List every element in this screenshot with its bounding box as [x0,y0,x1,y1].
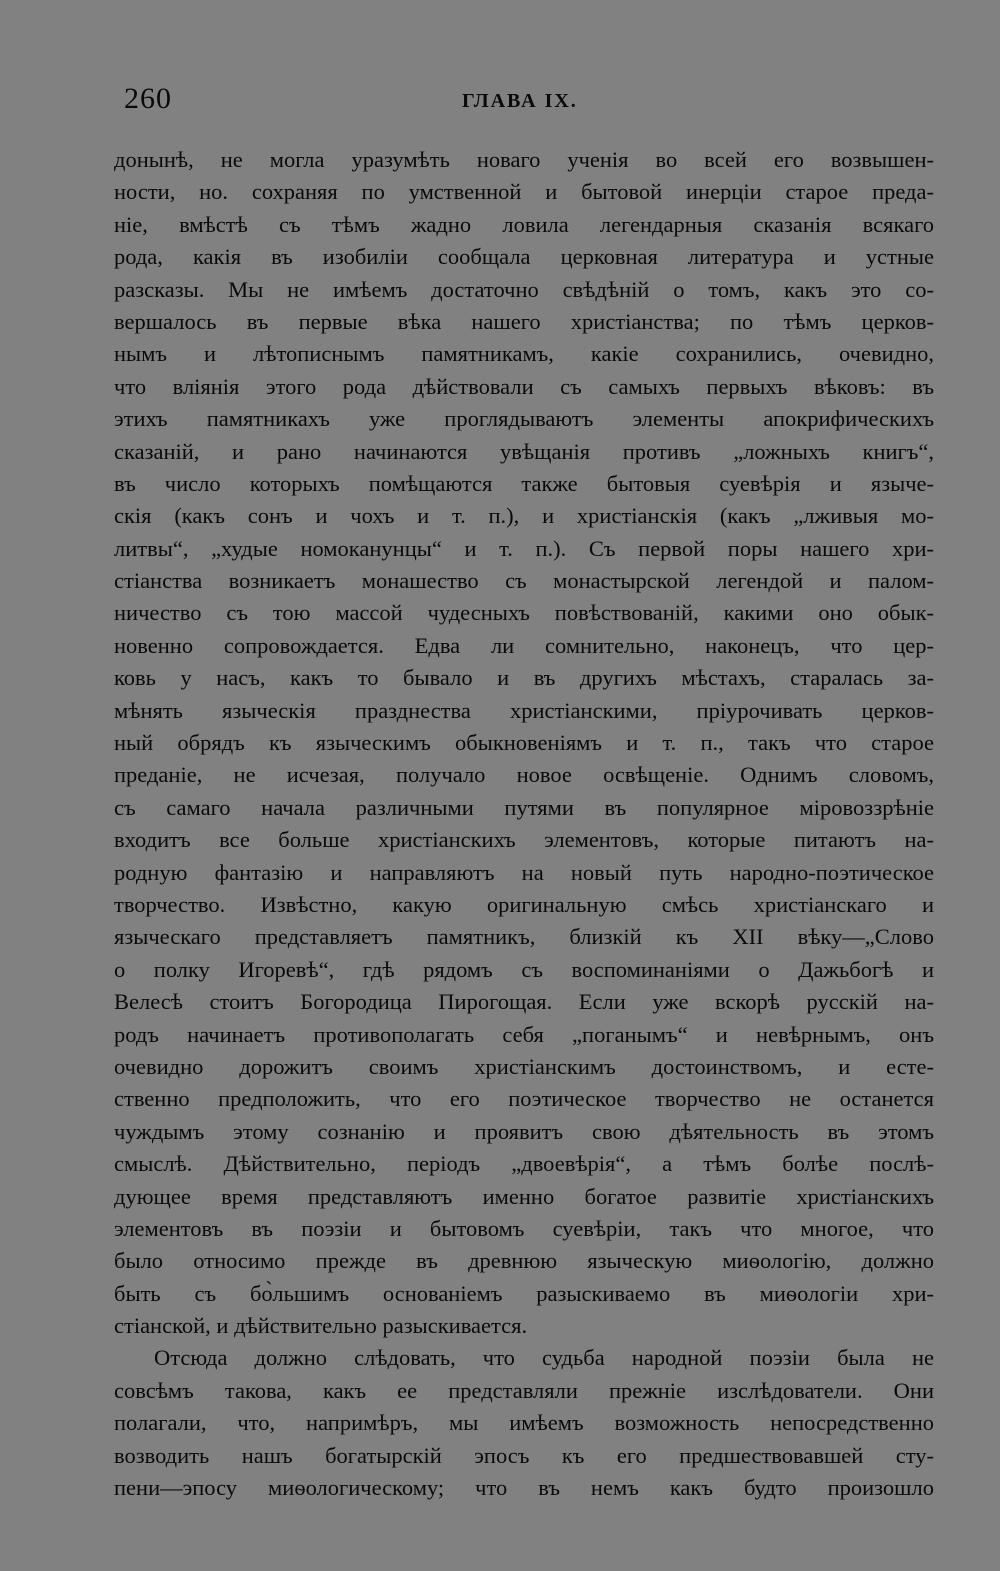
text-line: входитъ все больше христіанскихъ элементовъ, которые питаютъ на- [114,827,934,853]
text-line: языческаго представляетъ памятникъ, близкій къ XII вѣку—„Слово [114,924,934,950]
text-line: было относимо прежде въ древнюю языческую миѳологію, должно [114,1248,934,1274]
text-line: элементовъ въ поэзіи и бытовомъ суевѣріи, такъ что многое, что [114,1215,934,1241]
body-text [114,144,934,1504]
text-line: о полку Игоревѣ“, гдѣ рядомъ съ воспоминаніями о Дажьбогѣ и [114,956,934,982]
paragraph-end-line: стіанской, и дѣйствительно разыскивается. [114,1313,528,1339]
text-line: родную фантазію и направляютъ на новый путь народно-поэтическое [114,859,934,885]
text-line: литвы“, „худые номоканунцы“ и т. п.). Съ первой поры нашего хри- [114,535,934,561]
text-line: совсѣмъ такова, какъ ее представляли прежніе изслѣдователи. Они [114,1377,934,1403]
text-line: съ самаго начала различными путями въ популярное міровоззрѣніе [114,794,934,820]
running-title: ГЛАВА IX. [462,90,578,112]
text-line: въ число которыхъ помѣщаются также бытовыя суевѣрія и языче- [114,470,934,496]
text-line: ственно предположить, что его поэтическое творчество не останется [114,1086,934,1112]
text-line: сказаній, и рано начинаются увѣщанія противъ „ложныхъ книгъ“, [114,438,934,464]
text-line: донынѣ, не могла уразумѣть новаго ученія во всей его возвышен- [114,147,934,172]
text-line: ный обрядъ къ языческимъ обыкновеніямъ и т. п., такъ что старое [114,730,934,756]
text-line: нымъ и лѣтописнымъ памятникамъ, какіе сохранились, очевидно, [114,341,934,367]
text-line: быть съ бо̀льшимъ основаніемъ разыскиваемо въ миѳологіи хри- [114,1280,934,1306]
text-line: этихъ памятникахъ уже проглядываютъ элементы апокрифическихъ [114,406,934,432]
page-number: 260 [124,82,172,115]
text-line: родъ начинаетъ противополагать себя „поганымъ“ и невѣрнымъ, онъ [114,1021,934,1047]
text-line: преданіе, не исчезая, получало новое освѣщеніе. Однимъ словомъ, [114,762,934,788]
text-line: стіанства возникаетъ монашество съ монастырской легендой и палом- [114,568,934,594]
text-line: полагали, что, напримѣръ, мы имѣемъ возможность непосредственно [114,1410,934,1436]
text-line: смыслѣ. Дѣйствительно, періодъ „двоевѣрія“, а тѣмъ болѣе послѣ- [114,1151,934,1177]
text-line: рода, какія въ изобиліи сообщала церковная литература и устные [114,244,934,270]
text-line: что вліянія этого рода дѣйствовали съ самыхъ первыхъ вѣковъ: въ [114,373,934,399]
text-line: ковь у насъ, какъ то бывало и въ другихъ мѣстахъ, старалась за- [114,665,934,691]
paragraph-start-line: Отсюда должно слѣдовать, что судьба народной поэзіи была не [154,1345,934,1371]
text-line: очевидно дорожитъ своимъ христіанскимъ достоинствомъ, и есте- [114,1053,934,1079]
text-line: вершалось въ первые вѣка нашего христіанства; по тѣмъ церков- [114,308,934,334]
text-line: ничество съ тою массой чудесныхъ повѣствованій, какими оно обык- [114,600,934,626]
text-line: скія (какъ сонъ и чохъ и т. п.), и христіанскія (какъ „лживыя мо- [114,503,934,529]
text-line: пени—эпосу миѳологическому; что въ немъ какъ будто произошло [114,1475,934,1501]
text-line: дующее время представляютъ именно богатое развитіе христіанскихъ [114,1183,934,1209]
text-line: ности, но. сохраняя по умственной и бытовой инерціи старое преда- [114,179,934,205]
text-line: чуждымъ этому сознанію и проявитъ свою дѣятельность въ этомъ [114,1118,934,1144]
text-line: ніе, вмѣстѣ съ тѣмъ жадно ловила легендарныя сказанія всякаго [114,211,934,237]
text-line: мѣнять языческія празднества христіанскими, пріурочивать церков- [114,697,934,723]
text-line: Велесѣ стоитъ Богородица Пирогощая. Если уже вскорѣ русскій на- [114,989,934,1015]
text-line: новенно сопровождается. Едва ли сомнительно, наконецъ, что цер- [114,632,934,658]
text-line: возводить нашъ богатырскій эпосъ къ его предшествовавшей сту- [114,1442,934,1468]
text-line: творчество. Извѣстно, какую оригинальную смѣсь христіанскаго и [114,891,934,917]
text-line: разсказы. Мы не имѣемъ достаточно свѣдѣній о томъ, какъ это со- [114,276,934,302]
